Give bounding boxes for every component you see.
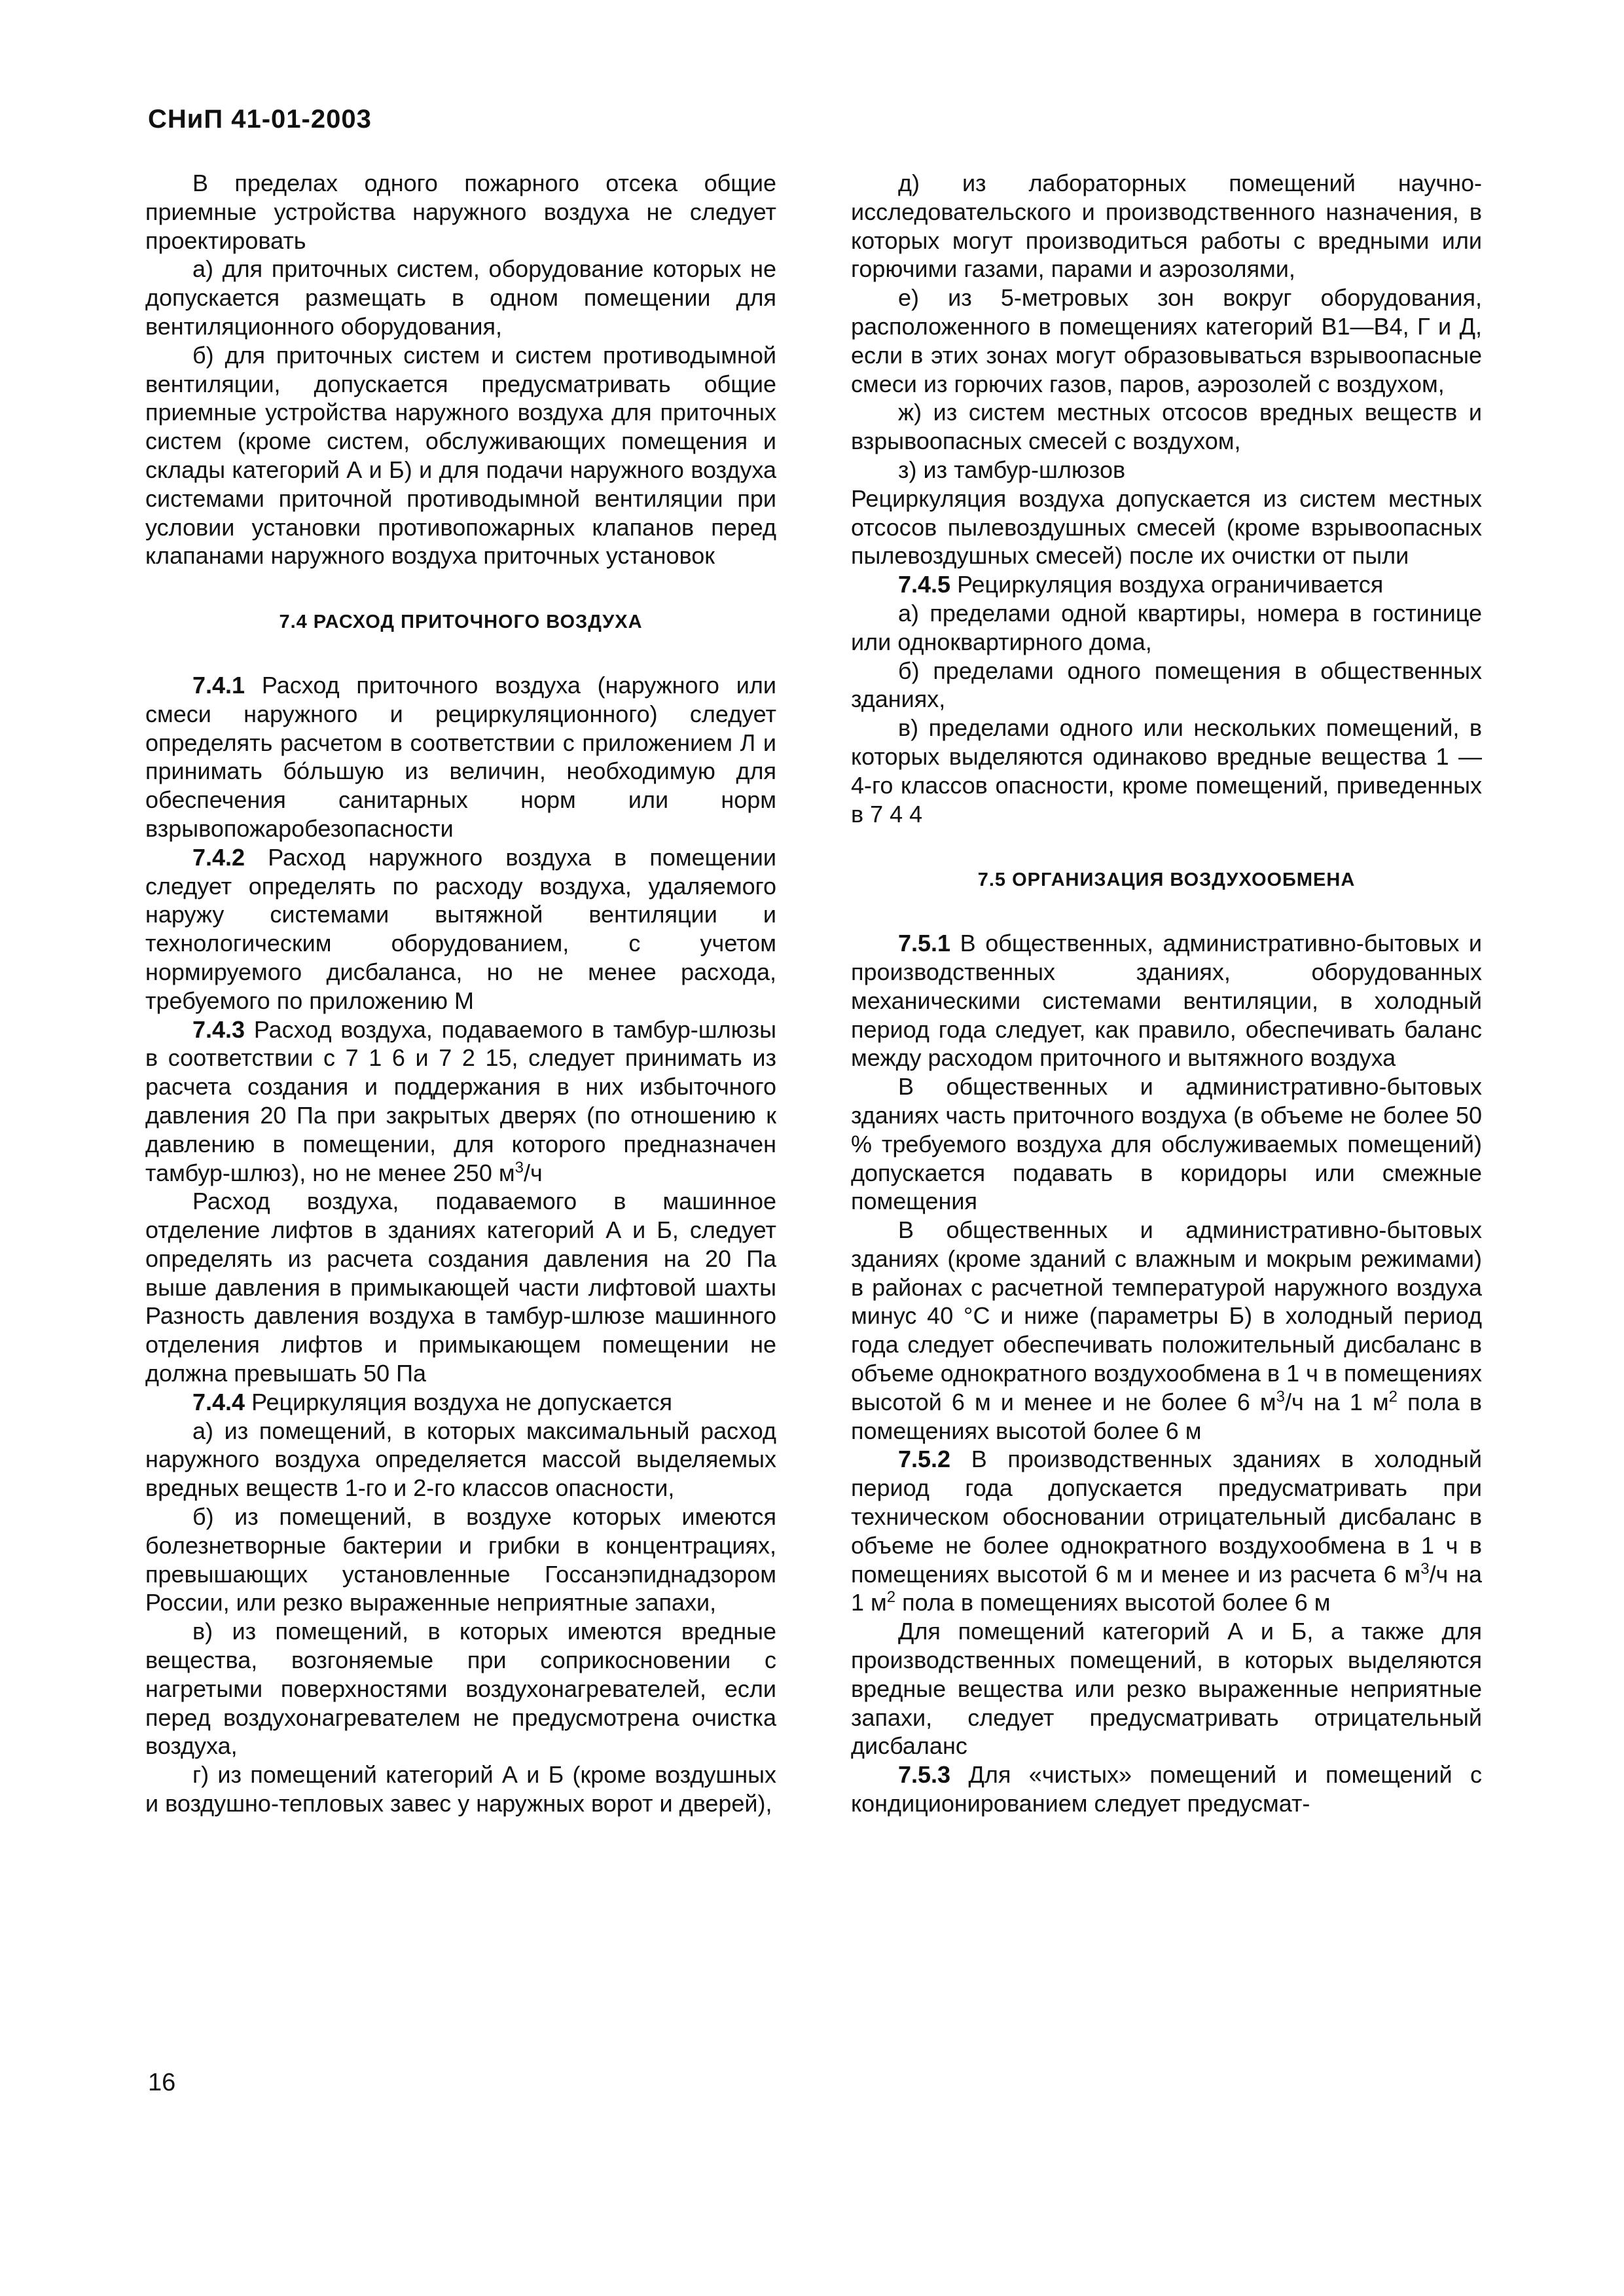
clause-number: 7.4.2 — [192, 843, 245, 871]
clause-number: 7.5.1 — [898, 930, 951, 957]
clause-text: Рециркуляция воздуха не допускается — [251, 1388, 673, 1415]
paragraph — [851, 1216, 1482, 1445]
section-heading-7-4: 7.4 РАСХОД ПРИТОЧНОГО ВОЗДУХА — [279, 611, 643, 633]
clause-text: В производственных зданиях в холодный период года допускается предусматривать при техническом обосновании отрицательный дисбаланс в объеме не более однократного воздухообмена в 1 ч в помещениях высотой 6 м и менее и из расчета 6 м — [851, 1446, 1482, 1588]
superscript: 3 — [1420, 1559, 1430, 1578]
list-item: б) пределами одного помещения в общественных зданиях, — [851, 657, 1482, 713]
paragraph-text: пола в помещениях высотой более 6 м — [851, 1388, 1483, 1444]
list-item: б) из помещений, в воздухе которых имеются болезнетворные бактерии и грибки в концентрациях, превышающих установленные Госсанэпиднадзором России, или резко выраженные неприятные запахи, — [145, 1503, 776, 1616]
clause-text: В общественных, административно-бытовых и производственных зданиях, оборудованных механическими системами вентиляции, в холодный период года следует, как правило, обеспечивать баланс между расходом приточного и вытяжного воздуха — [851, 930, 1482, 1072]
clause-7-4-5 — [851, 570, 1482, 599]
paragraph-text: В общественных и административно-бытовых зданиях (кроме зданий с влажным и мокрым режимами) в районах с расчетной температурой наружного воздуха минус 40 °С и ниже (параметры Б) в холодный период года следует обеспечивать положительный дисбаланс в объеме однократного воздухообмена в 1 ч в помещениях высотой 6 м и менее и не более 6 м — [851, 1216, 1482, 1415]
page-number: 16 — [148, 2069, 176, 2096]
clause-text: Расход воздуха, подаваемого в тамбур-шлюзы в соответствии с 7 1 6 и 7 2 15, следует принимать из расчета создания и поддержания в них избыточного давления 20 Па при закрытых дверях (по отношению к давлению в помещении, для которого предназначен тамбур-шлюз), но не менее 250 м — [145, 1015, 776, 1186]
list-item: а) из помещений, в которых максимальный расход наружного воздуха определяется массой выделяемых вредных веществ 1-го и 2-го классов опасности, — [145, 1417, 776, 1502]
clause-number: 7.4.3 — [192, 1015, 245, 1043]
superscript: 2 — [1388, 1387, 1398, 1406]
clause-number: 7.5.3 — [898, 1761, 951, 1789]
list-item: а) пределами одной квартиры, номера в гостинице или одноквартирного дома, — [851, 599, 1482, 655]
clause-text: Расход приточного воздуха (наружного или смеси наружного и рециркуляционного) следует определять расчетом в соответствии с приложением Л и принимать бо́льшую из величин, необходимую для обеспечения санитарных норм или норм взрывопожаробезопасности — [145, 671, 776, 842]
section-heading-7-5: 7.5 ОРГАНИЗАЦИЯ ВОЗДУХООБМЕНА — [977, 869, 1356, 891]
list-item: е) из 5-метровых зон вокруг оборудования, расположенного в помещениях категорий В1—В4, Г и Д, если в этих зонах могут образовываться взрывоопасные смеси из горючих газов, паров, аэрозолей с воздухом, — [851, 284, 1482, 397]
clause-7-5-3 — [851, 1760, 1482, 1818]
right-column — [851, 169, 1482, 1818]
clause-text: пола в помещениях высотой более 6 м — [895, 1589, 1331, 1616]
clause-text: /ч на 1 м — [851, 1560, 1482, 1616]
clause-text: Для «чистых» помещений и помещений с кондиционированием следует предусмат- — [851, 1761, 1482, 1817]
clause-text: Рециркуляция воздуха ограничивается — [957, 571, 1384, 598]
paragraph: В общественных и административно-бытовых зданиях часть приточного воздуха (в объеме не более 50 % требуемого воздуха для обслуживаемых помещений) допускается подавать в коридоры или смежные помещения — [851, 1073, 1482, 1215]
list-item: а) для приточных систем, оборудование которых не допускается размещать в одном помещении для вентиляционного оборудования, — [145, 255, 776, 340]
clause-number: 7.4.1 — [192, 671, 245, 699]
superscript: 3 — [514, 1158, 524, 1176]
clause-number: 7.4.5 — [898, 571, 951, 598]
list-item: г) из помещений категорий А и Б (кроме воздушных и воздушно-тепловых завес у наружных ворот и дверей), — [145, 1761, 776, 1817]
superscript: 3 — [1276, 1387, 1286, 1406]
list-item: ж) из систем местных отсосов вредных веществ и взрывоопасных смесей с воздухом, — [851, 399, 1482, 455]
superscript: 2 — [886, 1588, 896, 1607]
list-item: в) из помещений, в которых имеются вредные вещества, возгоняемые при соприкосновении с нагретыми поверхностями воздухонагревателей, если перед воздухонагревателем не предусмотрена очистка воздуха, — [145, 1618, 776, 1760]
left-column — [145, 169, 776, 1818]
unit-text: /ч — [523, 1159, 543, 1186]
clause-number: 7.4.4 — [192, 1388, 245, 1415]
clause-7-4-2 — [145, 843, 776, 1015]
document-code-header: СНиП 41-01-2003 — [148, 105, 372, 134]
clause-7-4-1 — [145, 671, 776, 843]
list-item: б) для приточных систем и систем противодымной вентиляции, допускается предусматривать общие приемные устройства наружного воздуха для приточных систем (кроме систем, обслуживающих помещения и склады категорий А и Б) и для подачи наружного воздуха системами приточной противодымной вентиляции при условии установки противопожарных клапанов перед клапанами наружного воздуха приточных установок — [145, 341, 776, 570]
clause-number: 7.5.2 — [898, 1446, 951, 1473]
clause-7-5-1 — [851, 929, 1482, 1072]
paragraph: Расход воздуха, подаваемого в машинное отделение лифтов в зданиях категорий А и Б, следует определять из расчета создания давления на 20 Па выше давления в примыкающей части лифтовой шахты Разность давления воздуха в тамбур-шлюзе машинного отделения лифтов и примыкающем помещении не должна превышать 50 Па — [145, 1188, 776, 1387]
list-item: д) из лабораторных помещений научно-исследовательского и производственного назначения, в которых могут производиться работы с вредными или горючими газами, парами и аэрозолями, — [851, 170, 1482, 283]
clause-text: Расход наружного воздуха в помещении следует определять по расходу воздуха, удаляемого наружу системами вытяжной вентиляции и технологическим оборудованием, с учетом нормируемого дисбаланса, но не менее расхода, требуемого по приложению М — [145, 843, 776, 1014]
paragraph-text: /ч на 1 м — [1285, 1388, 1389, 1415]
paragraph: Рециркуляция воздуха допускается из систем местных отсосов пылевоздушных смесей (кроме взрывоопасных пылевоздушных смесей) после их очистки от пыли — [851, 484, 1482, 570]
clause-7-4-3 — [145, 1015, 776, 1188]
paragraph: Для помещений категорий А и Б, а также для производственных помещений, в которых выделяются вредные вещества или резко выраженные неприятные запахи, следует предусматривать отрицательный дисбаланс — [851, 1618, 1482, 1760]
clause-7-4-4 — [145, 1388, 776, 1417]
list-item: з) из тамбур-шлюзов — [898, 456, 1126, 483]
clause-7-5-2 — [851, 1445, 1482, 1617]
paragraph: В пределах одного пожарного отсека общие приемные устройства наружного воздуха не следует проектировать — [145, 170, 776, 254]
list-item: в) пределами одного или нескольких помещений, в которых выделяются одинаково вредные вещества 1 — 4-го классов опасности, кроме помещений, приведенных в 7 4 4 — [851, 714, 1482, 828]
